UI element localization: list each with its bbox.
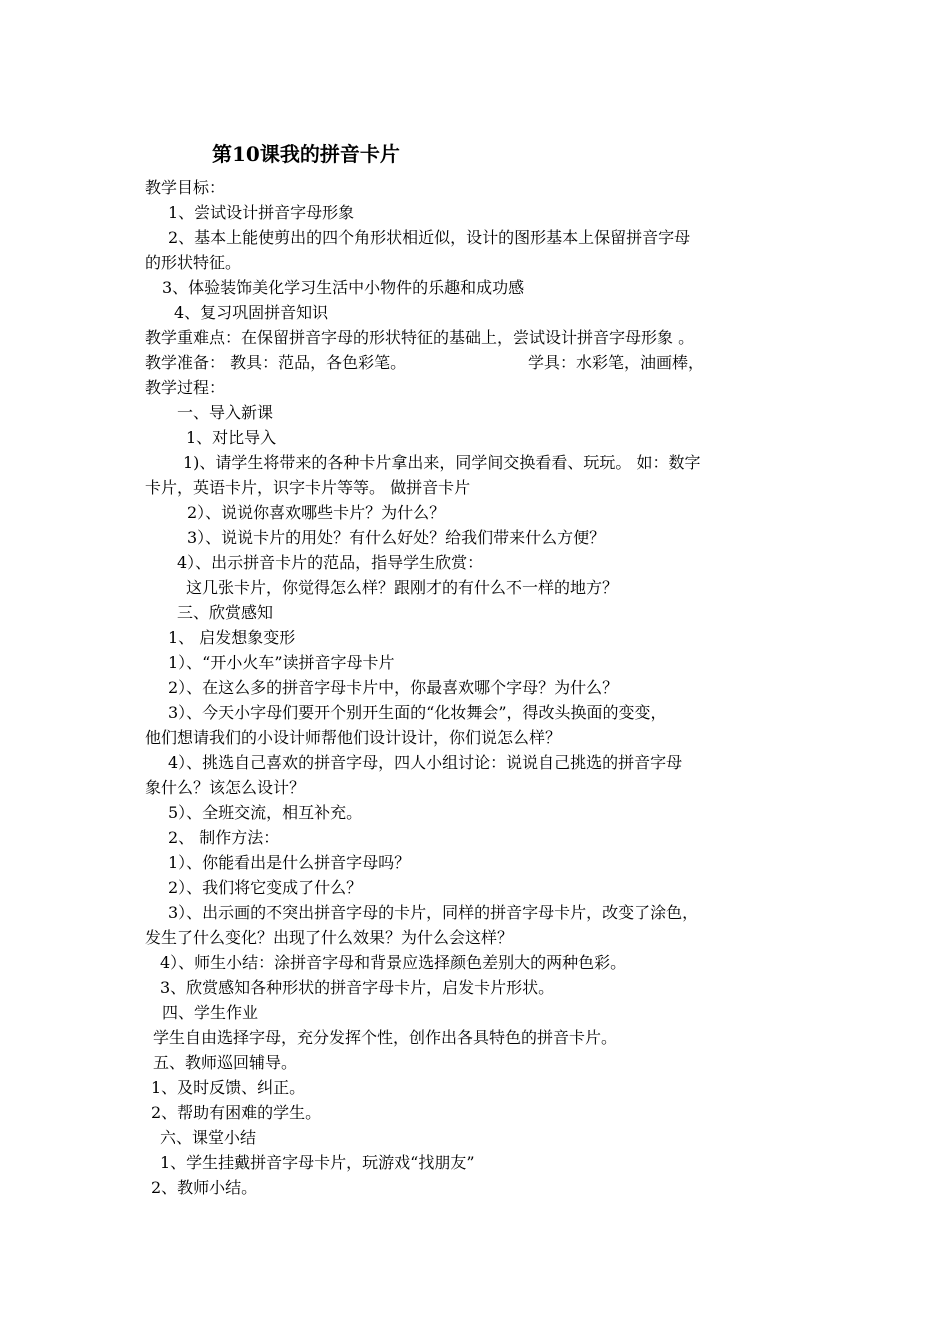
line-section-1: 一、导入新课	[177, 403, 274, 422]
line-section-3: 三、欣赏感知	[177, 603, 274, 622]
line-substep-4: 4）、挑选自己喜欢的拼音字母，四人小组讨论：说说自己挑选的拼音字母	[168, 753, 683, 772]
document-title: 第10课我的拼音卡片	[212, 142, 400, 166]
line-substep-4-cont: 象什么？该怎么设计？	[145, 778, 306, 797]
line-objective-4: 4、复习巩固拼音知识	[174, 303, 329, 322]
line-prep-teacher: 教学准备： 教具：范品，各色彩笔。	[145, 353, 407, 372]
line-method-1: 1）、你能看出是什么拼音字母吗？	[168, 853, 411, 872]
line-section-6: 六、课堂小结	[160, 1128, 257, 1147]
line-method-2: 2）、我们将它变成了什么？	[168, 878, 363, 897]
line-step-3: 3）、说说卡片的用处？有什么好处？给我们带来什么方便？	[187, 528, 606, 547]
line-guidance-2: 2、帮助有困难的学生。	[151, 1103, 322, 1122]
line-substep-3: 3）、今天小字母们要开个别开生面的“化妆舞会”，得改头换面的变变，	[168, 703, 667, 722]
line-substep-2: 2）、在这么多的拼音字母卡片中，你最喜欢哪个字母？为什么？	[168, 678, 619, 697]
line-key-points: 教学重难点：在保留拼音字母的形状特征的基础上，尝试设计拼音字母形象 。	[145, 328, 695, 347]
line-objectives-heading: 教学目标：	[145, 178, 226, 197]
line-substep-1: 1）、“开小火车”读拼音字母卡片	[168, 653, 395, 672]
line-prep-student: 学具：水彩笔，油画棒，	[528, 353, 705, 372]
line-substep-5: 5）、全班交流，相互补充。	[168, 803, 363, 822]
line-section-5: 五、教师巡回辅导。	[153, 1053, 298, 1072]
line-objective-3: 3、体验装饰美化学习生活中小物件的乐趣和成功感	[162, 278, 525, 297]
line-objective-2-cont: 的形状特征。	[145, 253, 242, 272]
line-summary-2: 2、教师小结。	[151, 1178, 258, 1197]
line-item-1: 1、对比导入	[186, 428, 277, 447]
line-step-4: 4）、出示拼音卡片的范品，指导学生欣赏：	[177, 553, 484, 572]
line-process-heading: 教学过程：	[145, 378, 226, 397]
line-method-3-cont: 发生了什么变化？出现了什么效果？为什么会这样？	[145, 928, 514, 947]
line-item-3: 3、欣赏感知各种形状的拼音字母卡片，启发卡片形状。	[160, 978, 555, 997]
line-method-4: 4）、师生小结：涂拼音字母和背景应选择颜色差别大的两种色彩。	[160, 953, 627, 972]
line-homework: 学生自由选择字母，充分发挥个性，创作出各具特色的拼音卡片。	[153, 1028, 618, 1047]
line-guidance-1: 1、及时反馈、纠正。	[151, 1078, 306, 1097]
line-step-2: 2）、说说你喜欢哪些卡片？为什么？	[187, 503, 446, 522]
line-summary-1: 1、学生挂戴拼音字母卡片，玩游戏“找朋友”	[160, 1153, 475, 1172]
line-objective-2: 2、基本上能使剪出的四个角形状相近似，设计的图形基本上保留拼音字母	[168, 228, 691, 247]
line-objective-1: 1、尝试设计拼音字母形象	[168, 203, 355, 222]
line-step-1-cont: 卡片，英语卡片，识字卡片等等。 做拼音卡片	[145, 478, 471, 497]
line-method-3: 3）、出示画的不突出拼音字母的卡片，同样的拼音字母卡片，改变了涂色，	[168, 903, 699, 922]
line-step-1: 1)、请学生将带来的各种卡片拿出来，同学间交换看看、玩玩。 如：数字	[183, 453, 701, 472]
line-item-1b: 1、 启发想象变形	[168, 628, 296, 647]
line-item-2: 2、 制作方法：	[168, 828, 280, 847]
line-substep-3-cont: 他们想请我们的小设计师帮他们设计设计，你们说怎么样？	[145, 728, 562, 747]
line-step-4-detail: 这几张卡片，你觉得怎么样？跟刚才的有什么不一样的地方？	[186, 578, 619, 597]
line-section-4: 四、学生作业	[162, 1003, 259, 1022]
